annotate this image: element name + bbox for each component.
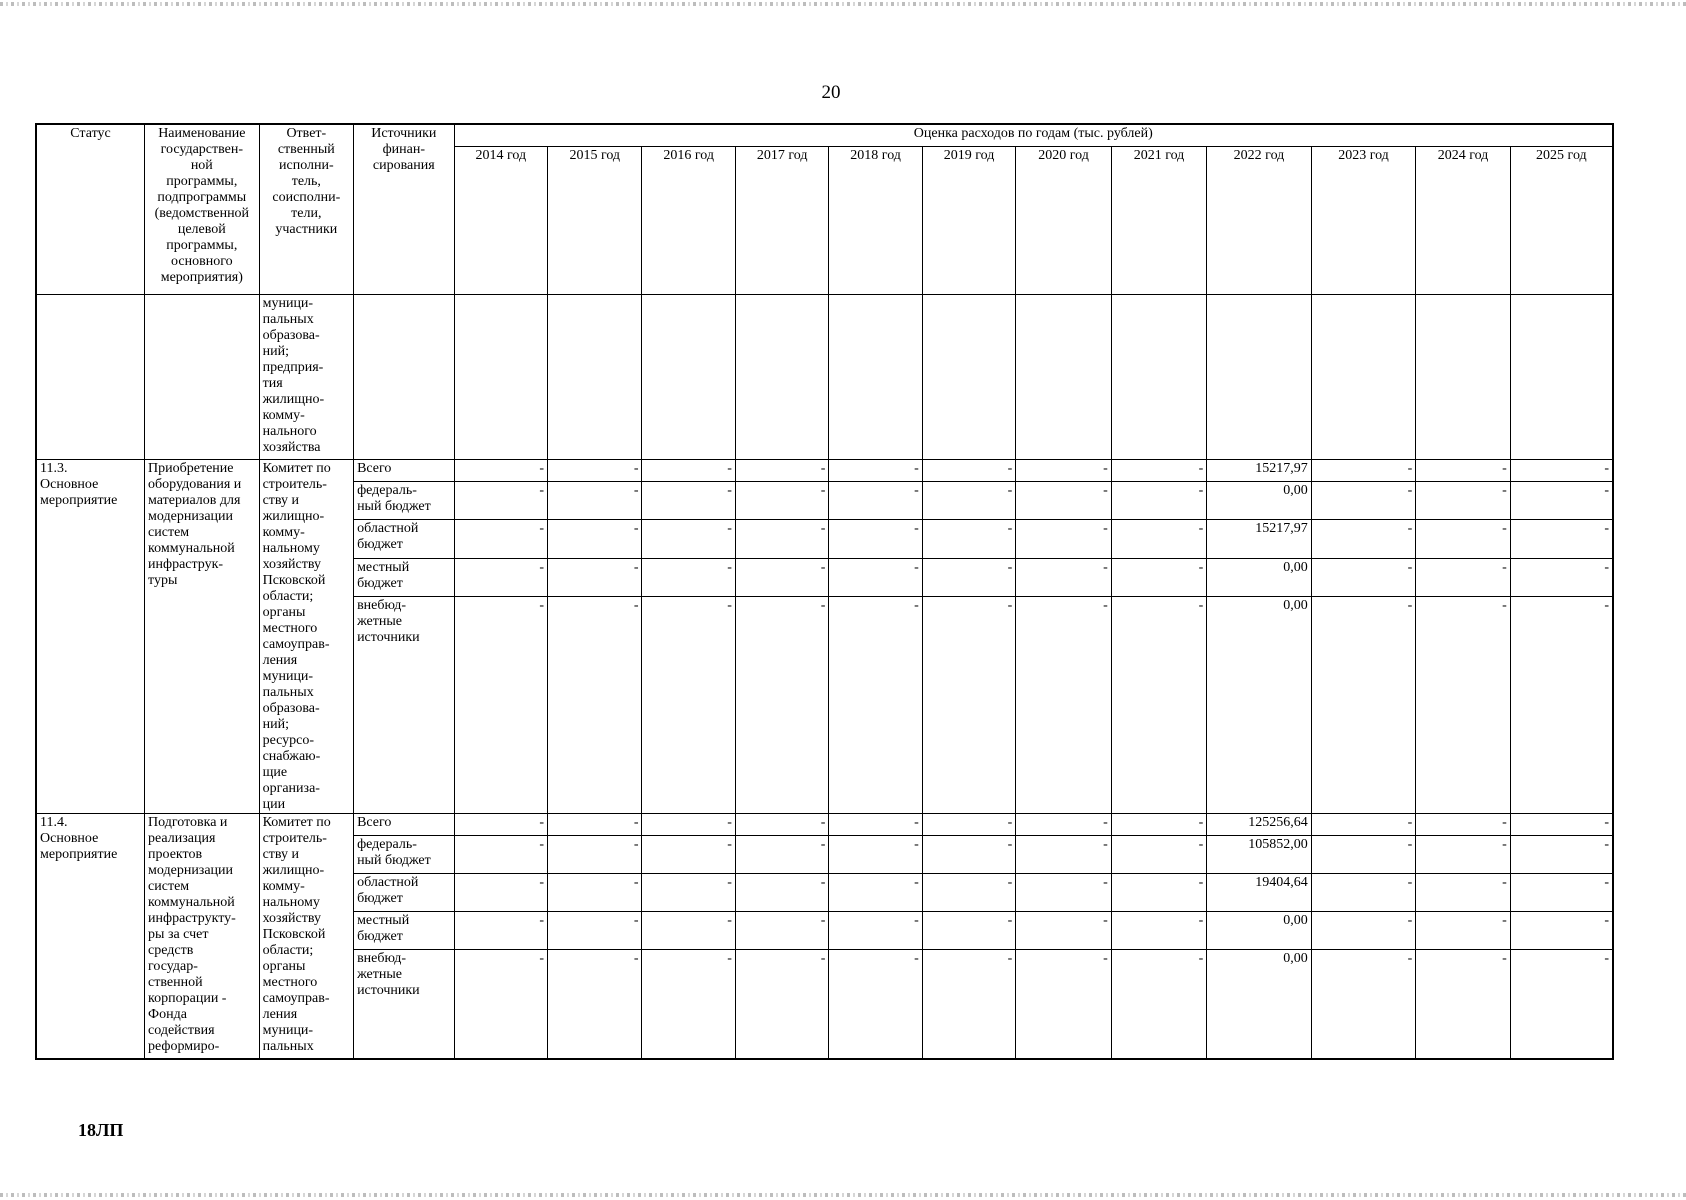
expense-value-cell: - (548, 813, 642, 835)
expense-value-cell: - (1016, 520, 1111, 558)
expense-value-cell: - (454, 813, 547, 835)
header-year: 2017 год (735, 146, 828, 294)
expense-value-cell: - (1510, 813, 1613, 835)
expense-value-cell: 0,00 (1207, 597, 1312, 813)
expense-value-cell: - (829, 597, 922, 813)
expense-value-cell: 15217,97 (1207, 459, 1312, 481)
header-year: 2019 год (922, 146, 1015, 294)
expense-value-cell: - (548, 520, 642, 558)
expense-value-cell: - (1111, 813, 1206, 835)
expense-value-cell: - (829, 558, 922, 596)
expense-value-cell: - (735, 873, 828, 911)
expense-value-cell: - (922, 520, 1015, 558)
expense-value-cell: - (735, 481, 828, 519)
expense-value-cell: - (1510, 520, 1613, 558)
expense-value-cell: - (1510, 835, 1613, 873)
expense-value-cell: - (1416, 597, 1510, 813)
expense-value-cell: - (1111, 873, 1206, 911)
data-row (36, 813, 1613, 835)
expense-value-cell: - (454, 520, 547, 558)
expense-value-cell: - (829, 911, 922, 949)
expense-value-cell: - (1111, 949, 1206, 1059)
continuation-value (1111, 294, 1206, 459)
expense-value-cell: - (829, 835, 922, 873)
expense-value-cell: - (1111, 558, 1206, 596)
expense-value-cell: - (642, 835, 735, 873)
funding-source-cell: федераль- ный бюджет (354, 835, 455, 873)
expense-value-cell: - (922, 558, 1015, 596)
expense-value-cell: - (1016, 949, 1111, 1059)
header-year: 2018 год (829, 146, 922, 294)
expense-value-cell: - (454, 911, 547, 949)
expense-value-cell: - (1311, 813, 1416, 835)
expense-value-cell: - (1416, 459, 1510, 481)
expense-value-cell: - (642, 459, 735, 481)
expense-value-cell: 0,00 (1207, 949, 1312, 1059)
funding-source-cell: Всего (354, 813, 455, 835)
expense-value-cell: 0,00 (1207, 558, 1312, 596)
expense-value-cell: - (1510, 873, 1613, 911)
scan-edge-bottom (0, 1193, 1686, 1197)
header-row-top (36, 124, 1613, 146)
expense-value-cell: 0,00 (1207, 911, 1312, 949)
expense-value-cell: - (735, 949, 828, 1059)
funding-source-cell: внебюд- жетные источники (354, 949, 455, 1059)
expense-value-cell: - (1510, 911, 1613, 949)
expense-value-cell: 15217,97 (1207, 520, 1312, 558)
funding-source-cell: Всего (354, 459, 455, 481)
funding-source-cell: местный бюджет (354, 558, 455, 596)
expense-value-cell: - (642, 911, 735, 949)
continuation-value (735, 294, 828, 459)
expense-value-cell: - (454, 558, 547, 596)
expense-value-cell: - (735, 558, 828, 596)
header-year: 2021 год (1111, 146, 1206, 294)
expense-value-cell: - (1416, 558, 1510, 596)
expense-value-cell: - (1111, 835, 1206, 873)
funding-source-cell: областной бюджет (354, 520, 455, 558)
expense-value-cell: - (922, 813, 1015, 835)
continuation-value (1311, 294, 1416, 459)
expense-value-cell: - (1016, 481, 1111, 519)
expense-value-cell: - (642, 597, 735, 813)
expense-value-cell: - (1416, 873, 1510, 911)
expense-value-cell: - (829, 520, 922, 558)
expense-value-cell: - (1416, 481, 1510, 519)
expense-value-cell: - (735, 459, 828, 481)
budget-table (35, 123, 1614, 1060)
continuation-value (1510, 294, 1613, 459)
status-cell: 11.3. Основное мероприятие (36, 459, 145, 813)
expense-value-cell: - (1416, 949, 1510, 1059)
budget-table-body (36, 294, 1613, 1059)
continuation-value (1207, 294, 1312, 459)
expense-value-cell: - (454, 459, 547, 481)
expense-value-cell: - (642, 873, 735, 911)
expense-value-cell: - (454, 949, 547, 1059)
continuation-value (922, 294, 1015, 459)
continuation-row (36, 294, 1613, 459)
expense-value-cell: - (1311, 520, 1416, 558)
continuation-value (1416, 294, 1510, 459)
expense-value-cell: - (548, 835, 642, 873)
expense-value-cell: - (829, 481, 922, 519)
continuation-source (354, 294, 455, 459)
expense-value-cell: - (1311, 911, 1416, 949)
funding-source-cell: областной бюджет (354, 873, 455, 911)
expense-value-cell: - (548, 911, 642, 949)
expense-value-cell: - (1111, 597, 1206, 813)
header-year: 2020 год (1016, 146, 1111, 294)
expense-value-cell: - (735, 911, 828, 949)
expense-value-cell: - (548, 558, 642, 596)
header-name: Наименование государствен- ной программы, подпрограммы (ведомственной целевой программы, основного мероприятия) (145, 124, 260, 294)
responsible-cell: Комитет по строитель- ству и жилищно- комму- нальному хозяйству Псковской области; органы местного самоуправ- ления муници- пальных (259, 813, 353, 1059)
responsible-cell: Комитет по строитель- ству и жилищно- комму- нальному хозяйству Псковской области; органы местного самоуправ- ления муници- пальных образова- ний; ресурсо- снабжаю- щие организа- ции (259, 459, 353, 813)
expense-value-cell: - (735, 597, 828, 813)
expense-value-cell: - (454, 873, 547, 911)
expense-value-cell: - (922, 949, 1015, 1059)
expense-value-cell: - (1416, 911, 1510, 949)
expense-value-cell: - (735, 520, 828, 558)
header-year: 2016 год (642, 146, 735, 294)
header-sources: Источники финан- сирования (354, 124, 455, 294)
funding-source-cell: федераль- ный бюджет (354, 481, 455, 519)
continuation-value (829, 294, 922, 459)
expense-value-cell: 0,00 (1207, 481, 1312, 519)
expense-value-cell: - (548, 459, 642, 481)
expense-value-cell: - (1416, 813, 1510, 835)
expense-value-cell: - (454, 481, 547, 519)
expense-value-cell: - (548, 481, 642, 519)
expense-value-cell: - (642, 949, 735, 1059)
scan-edge-top (0, 2, 1686, 6)
expense-value-cell: - (1016, 597, 1111, 813)
expense-value-cell: - (1311, 835, 1416, 873)
program-name-cell: Подготовка и реализация проектов модернизации систем коммунальной инфраструкту- ры за счет средств государ- ственной корпорации - Фонда содействия реформиро- (145, 813, 260, 1059)
continuation-name (145, 294, 260, 459)
program-name-cell: Приобретение оборудования и материалов для модернизации систем коммунальной инфраструк- туры (145, 459, 260, 813)
expense-value-cell: - (1311, 558, 1416, 596)
expense-value-cell: - (922, 597, 1015, 813)
expense-value-cell: - (1016, 835, 1111, 873)
expense-value-cell: - (1016, 873, 1111, 911)
expense-value-cell: - (1111, 520, 1206, 558)
expense-value-cell: - (1016, 911, 1111, 949)
expense-value-cell: - (829, 949, 922, 1059)
header-responsible: Ответ- ственный исполни- тель, соисполни- тели, участники (259, 124, 353, 294)
expense-value-cell: - (454, 835, 547, 873)
header-year: 2025 год (1510, 146, 1613, 294)
expense-value-cell: - (1311, 481, 1416, 519)
continuation-value (1016, 294, 1111, 459)
expense-value-cell: - (1016, 813, 1111, 835)
document-code: 18ЛП (78, 1120, 124, 1140)
expense-value-cell: - (1111, 481, 1206, 519)
continuation-value (454, 294, 547, 459)
expense-value-cell: 105852,00 (1207, 835, 1312, 873)
data-row (36, 459, 1613, 481)
continuation-responsible: муници- пальных образова- ний; предприя- тия жилищно- комму- нального хозяйства (259, 294, 353, 459)
expense-value-cell: - (1016, 558, 1111, 596)
expense-value-cell: - (1111, 459, 1206, 481)
header-year: 2023 год (1311, 146, 1416, 294)
expense-value-cell: - (922, 911, 1015, 949)
expense-value-cell: - (1416, 835, 1510, 873)
expense-value-cell: - (1510, 949, 1613, 1059)
continuation-value (548, 294, 642, 459)
expense-value-cell: - (1311, 873, 1416, 911)
funding-source-cell: местный бюджет (354, 911, 455, 949)
expense-value-cell: - (829, 873, 922, 911)
expense-value-cell: - (548, 873, 642, 911)
expense-value-cell: - (1016, 459, 1111, 481)
status-cell: 11.4. Основное мероприятие (36, 813, 145, 1059)
header-status: Статус (36, 124, 145, 294)
expense-value-cell: - (642, 520, 735, 558)
expense-value-cell: - (642, 813, 735, 835)
expense-value-cell: - (829, 813, 922, 835)
expense-value-cell: - (735, 813, 828, 835)
expense-value-cell: - (735, 835, 828, 873)
expense-value-cell: - (454, 597, 547, 813)
expense-value-cell: - (1311, 597, 1416, 813)
expense-value-cell: - (1111, 911, 1206, 949)
header-year: 2014 год (454, 146, 547, 294)
expense-value-cell: - (1510, 481, 1613, 519)
expense-value-cell: - (548, 597, 642, 813)
expense-value-cell: - (642, 558, 735, 596)
expense-value-cell: - (829, 459, 922, 481)
header-year: 2022 год (1207, 146, 1312, 294)
continuation-value (642, 294, 735, 459)
expense-value-cell: - (922, 835, 1015, 873)
header-estimate: Оценка расходов по годам (тыс. рублей) (454, 124, 1613, 146)
expense-value-cell: - (922, 459, 1015, 481)
expense-value-cell: - (1311, 459, 1416, 481)
expense-value-cell: - (548, 949, 642, 1059)
continuation-status (36, 294, 145, 459)
page-number: 20 (821, 82, 841, 103)
expense-value-cell: - (1416, 520, 1510, 558)
header-year: 2024 год (1416, 146, 1510, 294)
expense-value-cell: - (1510, 558, 1613, 596)
expense-value-cell: - (1510, 459, 1613, 481)
expense-value-cell: 125256,64 (1207, 813, 1312, 835)
expense-value-cell: - (642, 481, 735, 519)
expense-value-cell: - (922, 873, 1015, 911)
expense-value-cell: - (1311, 949, 1416, 1059)
expense-value-cell: 19404,64 (1207, 873, 1312, 911)
expense-value-cell: - (922, 481, 1015, 519)
funding-source-cell: внебюд- жетные источники (354, 597, 455, 813)
expense-value-cell: - (1510, 597, 1613, 813)
header-year: 2015 год (548, 146, 642, 294)
